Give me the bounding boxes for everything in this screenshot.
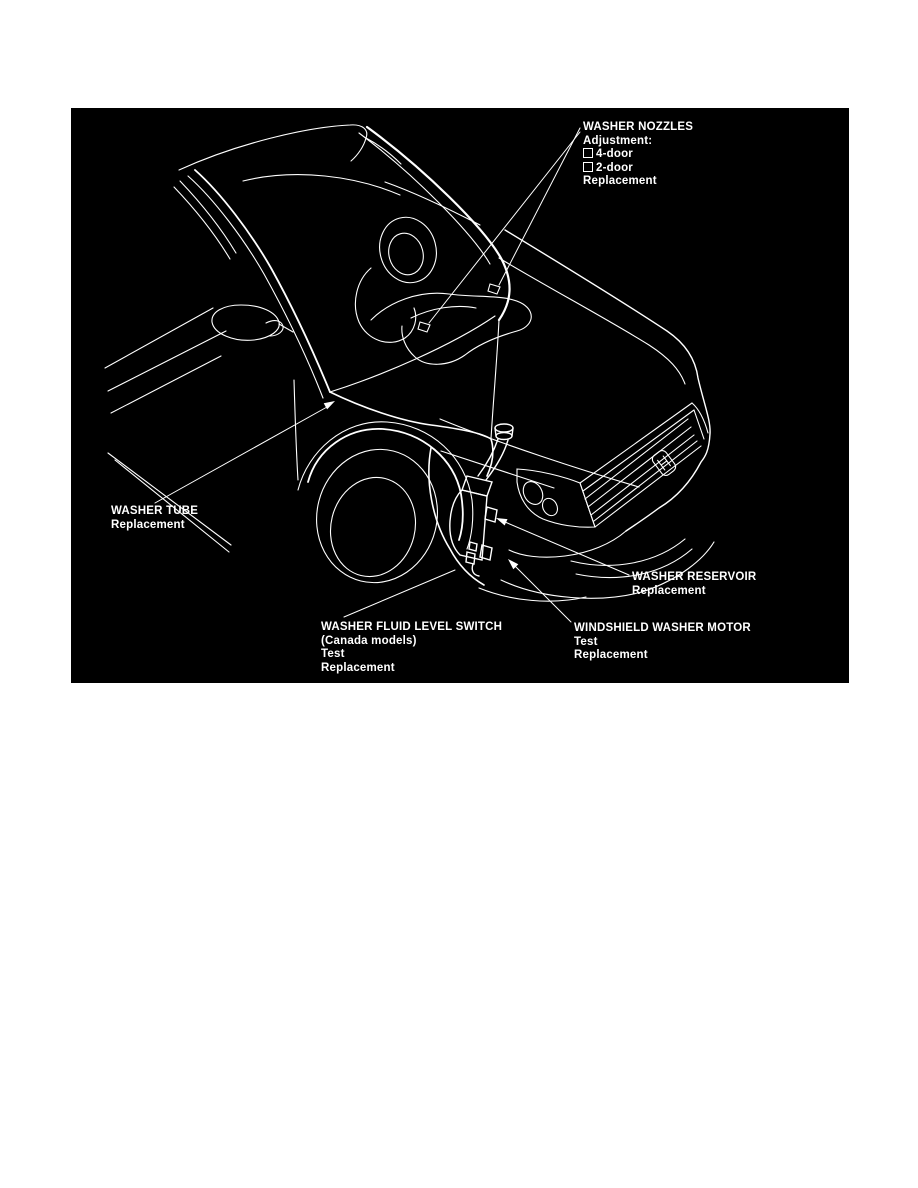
label-washer-reservoir: [632, 571, 756, 598]
label-fluid-switch-line3: Replacement: [321, 661, 395, 674]
car-roof-lines: [174, 125, 510, 398]
label-washer-tube-line: Replacement: [111, 518, 185, 531]
label-washer-reservoir-title: WASHER RESERVOIR: [632, 571, 757, 583]
headlight-art: [517, 403, 708, 527]
label-washer-nozzles-title: WASHER NOZZLES: [583, 121, 694, 133]
label-washer-motor-line2: Replacement: [574, 649, 648, 661]
leader-washer-tube: [155, 407, 327, 503]
washer-reservoir-assembly-art: [450, 424, 513, 576]
front-fascia-lines: [501, 403, 714, 598]
label-washer-reservoir-line: Replacement: [632, 584, 706, 597]
label-fluid-switch-line2: Test: [321, 648, 345, 660]
diagram-panel: [71, 108, 849, 683]
label-washer-nozzles-subtitle: Adjustment:: [583, 134, 653, 147]
label-washer-motor-line1: Test: [574, 635, 598, 648]
hood-cowl-lines: [330, 316, 639, 488]
label-washer-nozzles-option-4door: 4-door: [583, 148, 693, 162]
front-right-profile: [499, 230, 710, 531]
label-washer-tube-title: WASHER TUBE: [111, 505, 199, 517]
label-fluid-switch-line1: (Canada models): [321, 634, 417, 647]
label-fluid-switch-title: WASHER FLUID LEVEL SWITCH: [321, 621, 503, 633]
label-washer-motor-title: WINDSHIELD WASHER MOTOR: [574, 622, 751, 634]
label-washer-nozzles: [583, 121, 693, 189]
leader-washer-motor: [515, 566, 571, 622]
label-washer-fluid-level-switch: [321, 621, 502, 675]
honda-emblem-icon: [650, 449, 677, 478]
leader-washer-nozzle-1: [499, 128, 580, 285]
front-wheel-art: [298, 422, 473, 596]
label-washer-nozzles-footer: Replacement: [583, 175, 657, 187]
label-windshield-washer-motor: [574, 622, 751, 663]
side-mirror-art: [212, 305, 293, 340]
label-washer-tube: [111, 505, 198, 532]
label-washer-nozzles-option-2door: 2-door: [583, 162, 693, 176]
washer-nozzle-marks: [418, 284, 500, 332]
checkbox-icon: [583, 162, 593, 172]
leader-washer-nozzle-2: [429, 132, 580, 323]
leader-washer-reservoir: [505, 522, 629, 575]
car-interior-lines: [355, 211, 531, 364]
arrowhead-washer-reservoir: [496, 518, 508, 526]
checkbox-icon: [583, 148, 593, 158]
